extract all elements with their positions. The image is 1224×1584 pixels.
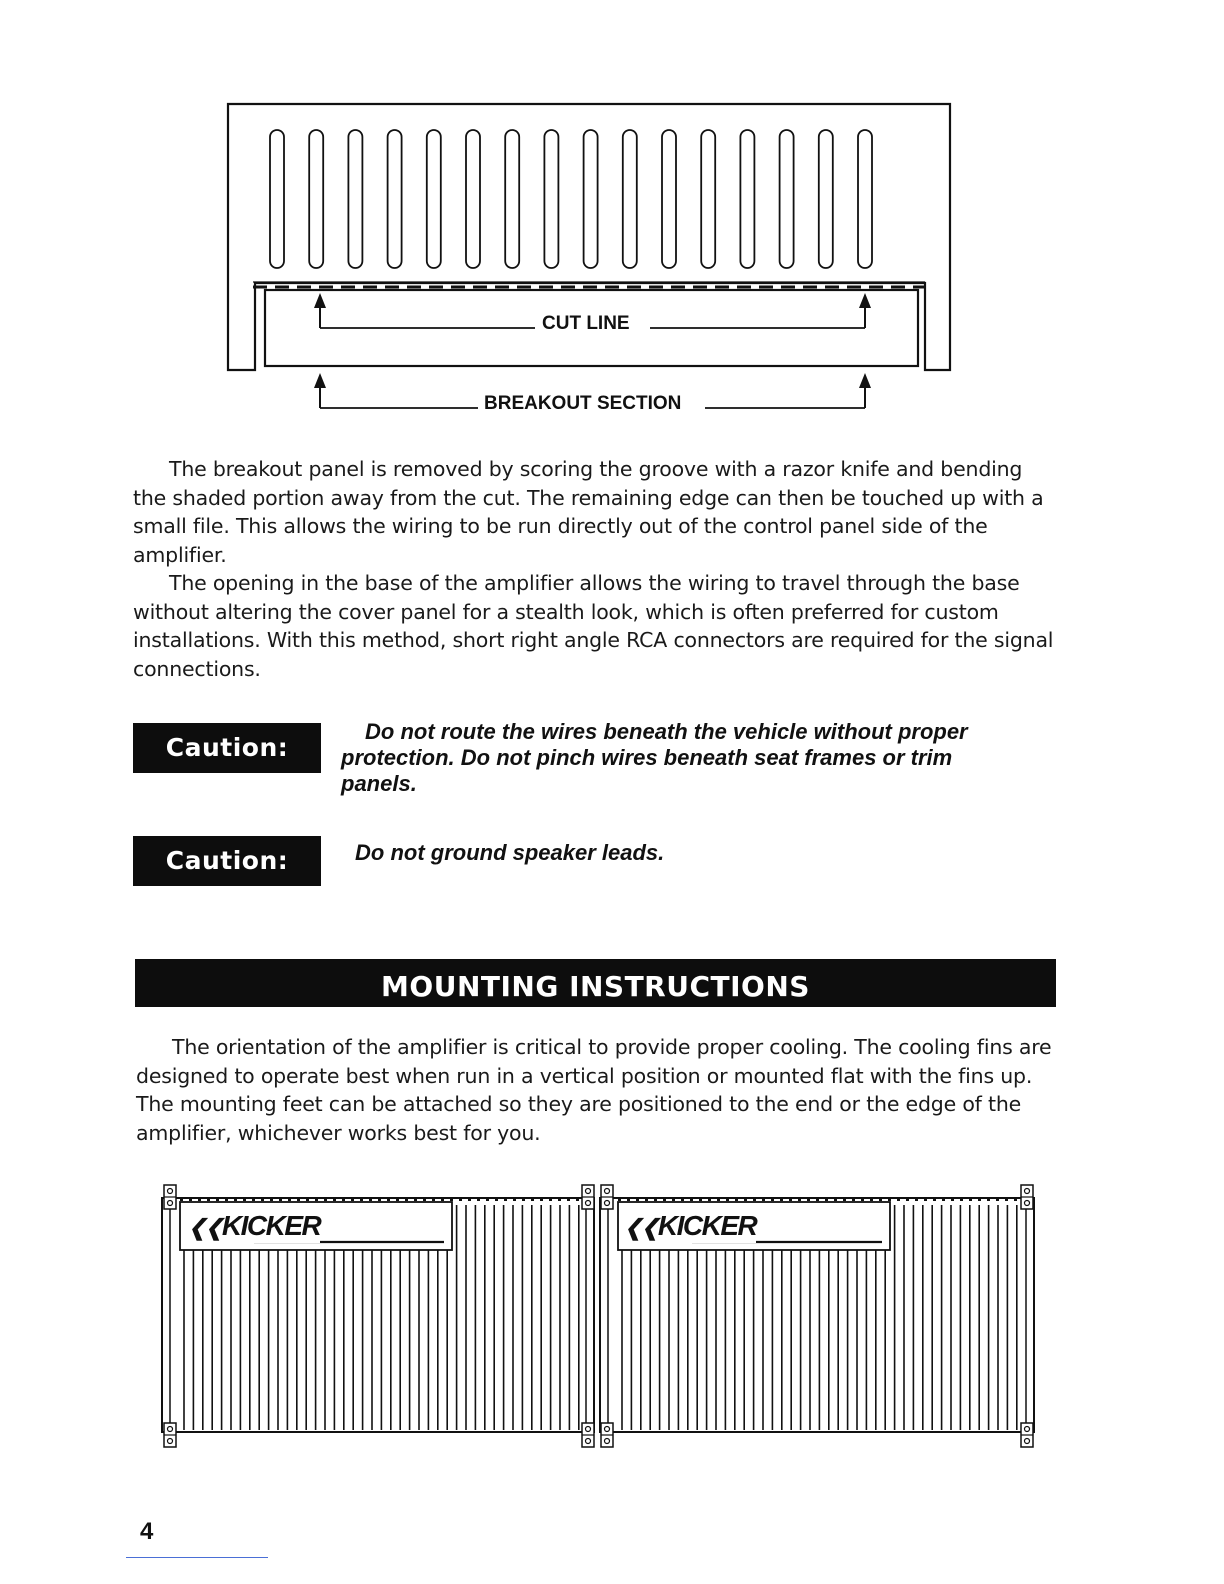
vent-slot — [270, 130, 284, 268]
vent-slot — [780, 130, 794, 268]
breakout-panel-drawing — [225, 100, 960, 420]
paragraph: The breakout panel is removed by scoring the groove with a razor knife and bending the shaded portion away from the cut. The remaining edge can then be touched up with a small file. This allows the wiring to be run directly out of the control panel side of the amplifier. — [133, 457, 1044, 567]
vent-slots — [270, 130, 872, 268]
vent-slot — [466, 130, 480, 268]
vent-slot — [388, 130, 402, 268]
vent-slot — [740, 130, 754, 268]
kicker-logo-icon: ❮❮ — [624, 1215, 658, 1240]
kicker-logo-right: ❮❮KICKER — [624, 1210, 757, 1241]
amplifier-mounting-diagram — [160, 1183, 1040, 1448]
paragraph: The orientation of the amplifier is critical to provide proper cooling. The cooling fins are designed to operate best when run in a vertical position or mounted flat with the fins up. The mounting feet can be attached so they are positioned to the end or the edge of the amplifier, whichever works best for you. — [136, 1035, 1052, 1145]
breakout-section-label: BREAKOUT SECTION — [478, 393, 687, 415]
caution-text: Do not route the wires beneath the vehicle without proper protection. Do not pinch wires beneath seat frames or trim panels. — [341, 719, 968, 796]
vent-slot — [584, 130, 598, 268]
section-heading: MOUNTING INSTRUCTIONS — [135, 959, 1056, 1007]
kicker-logo-icon: ❮❮ — [188, 1215, 222, 1240]
page-number: 4 — [140, 1518, 154, 1545]
kicker-logo-left: ❮❮KICKER — [188, 1210, 321, 1241]
caution-text: Do not ground speaker leads. — [355, 840, 665, 865]
vent-slot — [819, 130, 833, 268]
vent-slot — [427, 130, 441, 268]
vent-slot — [662, 130, 676, 268]
breakout-instructions — [133, 455, 1058, 683]
breakout-panel-diagram — [225, 100, 960, 420]
caution-badge: Caution: — [133, 836, 321, 886]
paragraph: The opening in the base of the amplifier allows the wiring to travel through the base without altering the cover panel for a stealth look, which is often preferred for custom installations. With this method, short right angle RCA connectors are required for the signal connections. — [133, 571, 1054, 681]
vent-slot — [623, 130, 637, 268]
cut-line-label: CUT LINE — [536, 313, 636, 335]
caution-badge: Caution: — [133, 723, 321, 773]
vent-slot — [309, 130, 323, 268]
footer-rule — [126, 1557, 268, 1558]
vent-slot — [701, 130, 715, 268]
vent-slot — [348, 130, 362, 268]
vent-slot — [858, 130, 872, 268]
mounting-instructions — [136, 1033, 1061, 1147]
vent-slot — [505, 130, 519, 268]
vent-slot — [544, 130, 558, 268]
